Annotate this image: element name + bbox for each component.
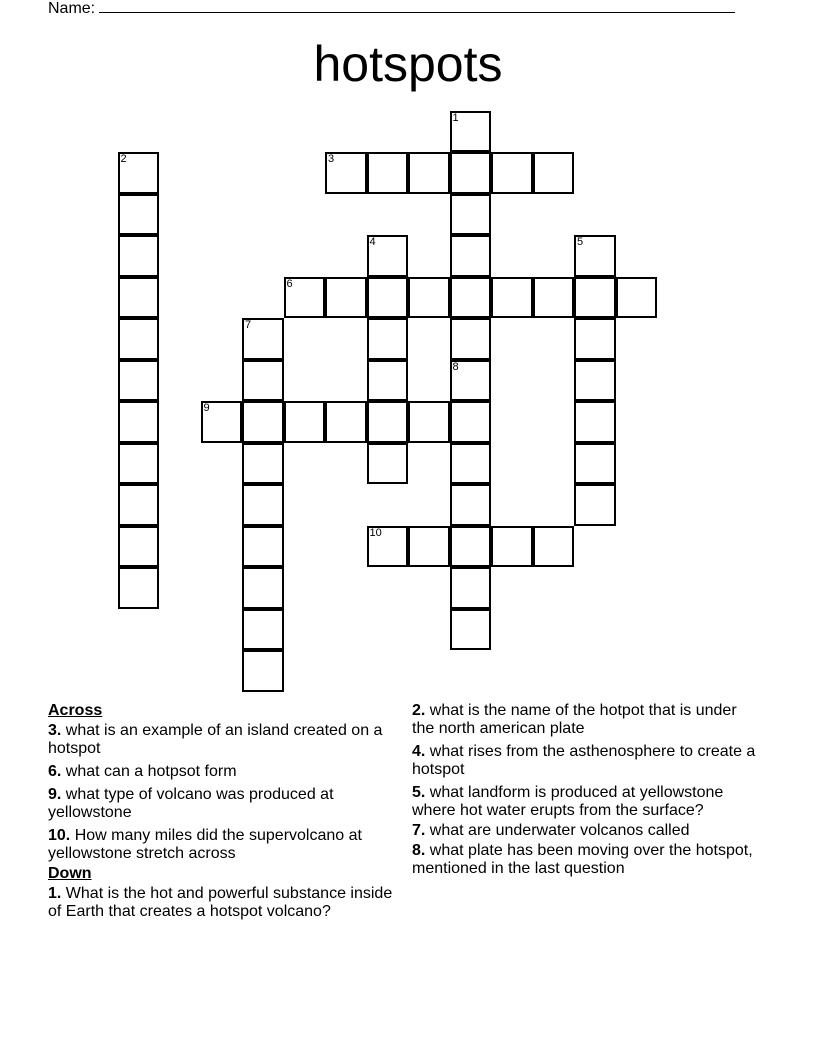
grid-cell[interactable] [242, 650, 284, 692]
grid-cell[interactable] [450, 111, 492, 153]
grid-cell[interactable] [533, 277, 575, 319]
clue-number-label: 6 [286, 277, 293, 290]
clue-text: what plate has been moving over the hotspot, mentioned in the last question [412, 842, 753, 877]
grid-cell[interactable] [118, 401, 160, 443]
clue-number-label: 1 [452, 111, 459, 124]
grid-cell[interactable] [325, 277, 367, 319]
page-title: hotspots [313, 36, 503, 92]
grid-cell[interactable] [574, 360, 616, 402]
grid-cell[interactable] [118, 567, 160, 609]
grid-cell[interactable] [574, 443, 616, 485]
clue-number: 3. [48, 722, 62, 739]
grid-cell[interactable] [367, 152, 409, 194]
clue-down-7 [412, 822, 762, 840]
grid-cell[interactable] [284, 277, 326, 319]
clue-number-label: 10 [369, 526, 382, 539]
clue-text: what is the name of the hotpot that is under the north american plate [412, 702, 737, 737]
grid-cell[interactable] [450, 567, 492, 609]
grid-cell[interactable] [450, 318, 492, 360]
clue-text: what type of volcano was produced at yellowstone [48, 786, 334, 821]
grid-cell[interactable] [408, 277, 450, 319]
clue-number: 1. [48, 885, 62, 902]
grid-cell[interactable] [118, 484, 160, 526]
grid-cell[interactable] [491, 277, 533, 319]
grid-cell[interactable] [367, 526, 409, 568]
clue-number-label: 2 [120, 153, 127, 165]
clue-number: 8. [412, 842, 426, 859]
grid-cell[interactable] [242, 401, 284, 443]
clue-text: How many miles did the supervolcano at yellowstone stretch across [48, 827, 362, 862]
grid-cell[interactable] [574, 235, 616, 277]
clue-across-10 [48, 827, 408, 863]
clues-right-column [412, 702, 762, 883]
clue-number-label: 8 [452, 360, 459, 373]
grid-cell[interactable] [491, 526, 533, 568]
clue-text: What is the hot and powerful substance inside of Earth that creates a hotspot volcano? [48, 885, 393, 920]
clue-number: 10. [48, 827, 71, 844]
grid-cell[interactable] [367, 360, 409, 402]
clue-number-label: 4 [369, 236, 376, 248]
clue-text: what are underwater volcanos called [429, 822, 690, 839]
grid-cell[interactable] [118, 443, 160, 485]
down-heading: Down [48, 865, 92, 882]
clue-number: 2. [412, 702, 426, 719]
grid-cell[interactable] [242, 609, 284, 651]
grid-cell[interactable] [242, 567, 284, 609]
grid-cell[interactable] [118, 360, 160, 402]
grid-cell[interactable] [450, 526, 492, 568]
grid-cell[interactable] [325, 401, 367, 443]
clue-text: what landform is produced at yellowstone where hot water erupts from the surface? [412, 784, 724, 819]
grid-cell[interactable] [574, 401, 616, 443]
grid-cell[interactable] [408, 401, 450, 443]
clue-down-4 [412, 743, 762, 779]
clue-number: 4. [412, 743, 426, 760]
grid-cell[interactable] [491, 152, 533, 194]
grid-cell[interactable] [367, 401, 409, 443]
grid-cell[interactable] [367, 443, 409, 485]
grid-cell[interactable] [450, 360, 492, 402]
clue-number-label: 9 [203, 402, 210, 414]
grid-cell[interactable] [242, 443, 284, 485]
clues-left-column [48, 702, 408, 926]
grid-cell[interactable] [574, 318, 616, 360]
clue-down-2 [412, 702, 762, 738]
grid-cell[interactable] [325, 152, 367, 194]
clue-across-9 [48, 786, 408, 822]
grid-cell[interactable] [408, 526, 450, 568]
grid-cell[interactable] [118, 277, 160, 319]
clue-text: what can a hotpsot form [65, 763, 237, 780]
clue-number-label: 7 [245, 319, 252, 331]
grid-cell[interactable] [242, 318, 284, 360]
grid-cell[interactable] [201, 401, 243, 443]
clue-across-6 [48, 763, 408, 781]
grid-cell[interactable] [450, 484, 492, 526]
grid-cell[interactable] [533, 152, 575, 194]
clue-down-1 [48, 885, 408, 921]
grid-cell[interactable] [450, 401, 492, 443]
grid-cell[interactable] [450, 194, 492, 236]
grid-cell[interactable] [367, 235, 409, 277]
grid-cell[interactable] [450, 609, 492, 651]
grid-cell[interactable] [450, 277, 492, 319]
clue-text: what rises from the asthenosphere to create a hotspot [412, 743, 756, 778]
grid-cell[interactable] [118, 194, 160, 236]
clue-number-label: 3 [328, 153, 335, 165]
grid-cell[interactable] [367, 277, 409, 319]
grid-cell[interactable] [242, 360, 284, 402]
grid-cell[interactable] [616, 277, 658, 319]
clue-number: 5. [412, 784, 426, 801]
grid-cell[interactable] [118, 152, 160, 194]
clue-down-5 [412, 784, 762, 820]
grid-cell[interactable] [367, 318, 409, 360]
grid-cell[interactable] [242, 526, 284, 568]
grid-cell[interactable] [450, 152, 492, 194]
grid-cell[interactable] [408, 152, 450, 194]
clue-across-3 [48, 722, 408, 758]
grid-cell[interactable] [574, 484, 616, 526]
clue-number-label: 5 [577, 236, 584, 248]
grid-cell[interactable] [242, 484, 284, 526]
grid-cell[interactable] [118, 526, 160, 568]
grid-cell[interactable] [284, 401, 326, 443]
clue-number: 7. [412, 822, 426, 839]
grid-cell[interactable] [450, 235, 492, 277]
clue-number: 9. [48, 786, 62, 803]
grid-cell[interactable] [450, 443, 492, 485]
clue-down-8 [412, 842, 762, 878]
clue-number: 6. [48, 763, 62, 780]
grid-cell[interactable] [533, 526, 575, 568]
name-label: Name: [48, 0, 96, 17]
across-heading: Across [48, 702, 103, 719]
clue-text: what is an example of an island created on a hotspot [48, 722, 383, 757]
grid-cell[interactable] [574, 277, 616, 319]
grid-cell[interactable] [118, 235, 160, 277]
grid-cell[interactable] [118, 318, 160, 360]
